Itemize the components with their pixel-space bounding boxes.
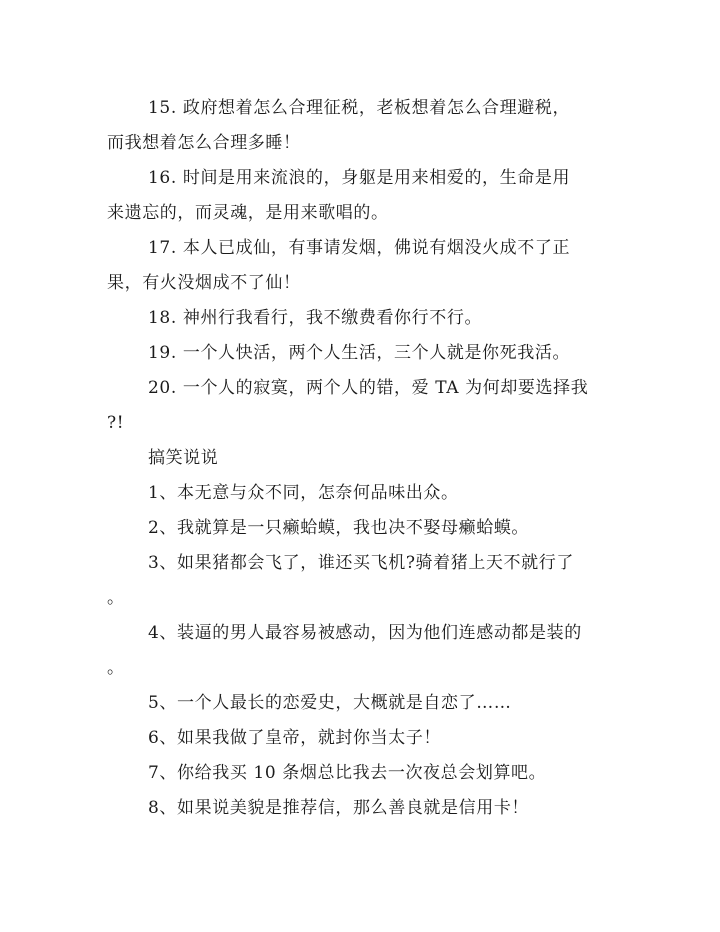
text-line: 4、装逼的男人最容易被感动，因为他们连感动都是装的: [148, 623, 582, 643]
text-line: 果，有火没烟成不了仙！: [107, 273, 301, 293]
text-line: 18. 神州行我看行，我不缴费看你行不行。: [148, 308, 483, 328]
text-line: 1、本无意与众不同，怎奈何品味出众。: [148, 483, 459, 503]
text-line: ?!: [107, 413, 125, 433]
text-line: 。: [107, 588, 125, 608]
text-line: 19. 一个人快活，两个人生活，三个人就是你死我活。: [148, 343, 571, 363]
section-heading: 搞笑说说: [148, 448, 219, 468]
text-line: 5、一个人最长的恋爱史，大概就是自恋了……: [148, 693, 512, 713]
text-line: 来遗忘的，而灵魂，是用来歌唱的。: [107, 203, 389, 223]
text-line: 16. 时间是用来流浪的，身躯是用来相爱的，生命是用: [148, 168, 571, 188]
text-line: 而我想着怎么合理多睡！: [107, 133, 301, 153]
text-line: 8、如果说美貌是推荐信，那么善良就是信用卡！: [148, 798, 530, 818]
text-line: 。: [107, 658, 125, 678]
text-line: 15. 政府想着怎么合理征税，老板想着怎么合理避税，: [148, 98, 571, 118]
text-line: 17. 本人已成仙，有事请发烟，佛说有烟没火成不了正: [148, 238, 571, 258]
text-line: 3、如果猪都会飞了，谁还买飞机?骑着猪上天不就行了: [148, 553, 574, 573]
text-line: 20. 一个人的寂寞，两个人的错，爱 TA 为何却要选择我: [148, 378, 589, 398]
text-line: 2、我就算是一只癞蛤蟆，我也决不娶母癞蛤蟆。: [148, 518, 530, 538]
text-line: 7、你给我买 10 条烟总比我去一次夜总会划算吧。: [148, 763, 547, 783]
text-line: 6、如果我做了皇帝，就封你当太子！: [148, 728, 442, 748]
